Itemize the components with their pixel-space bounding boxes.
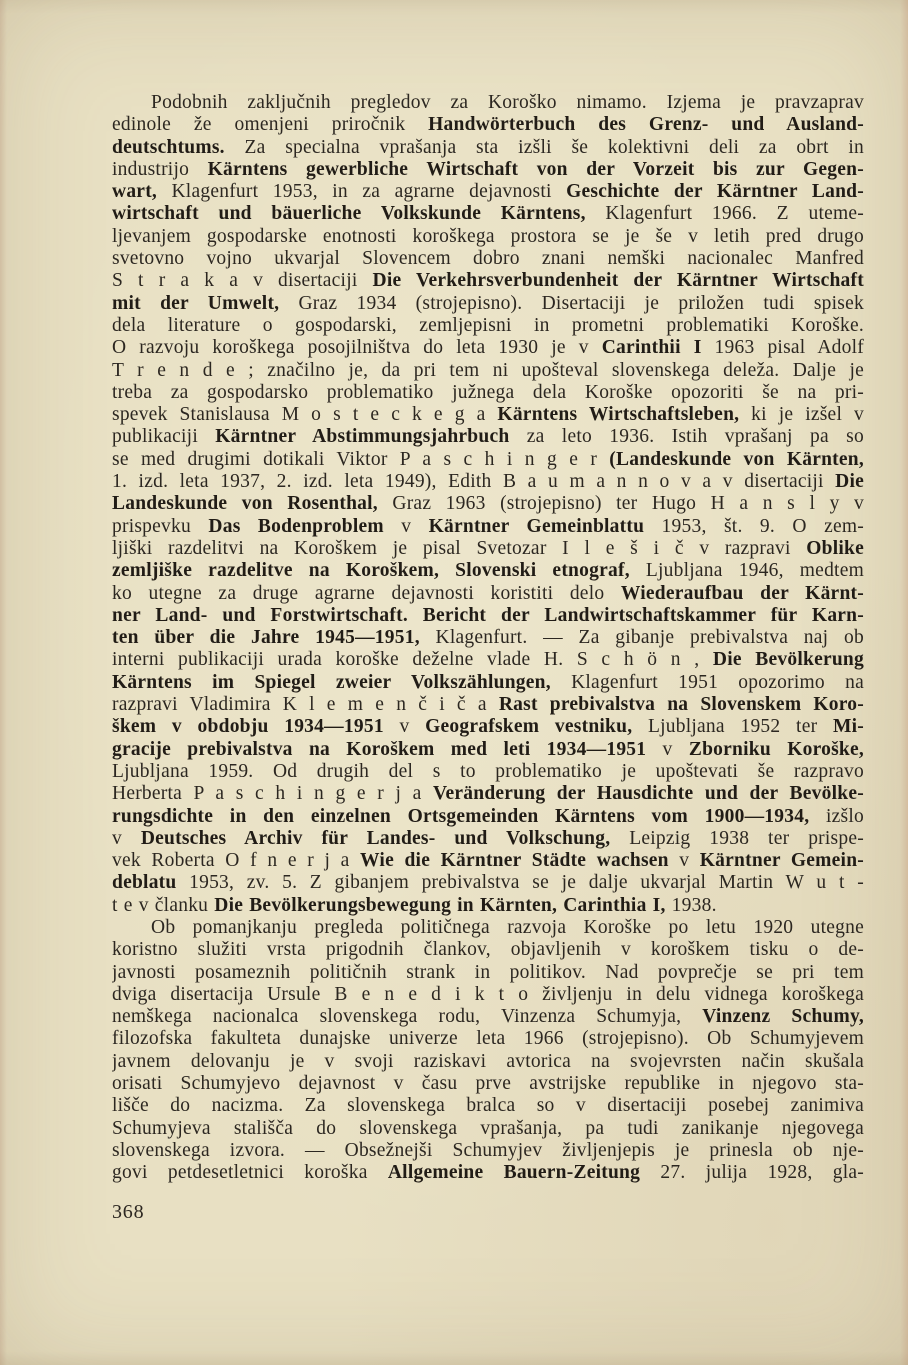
text-segment: 1953, št. 9. O zem- — [644, 515, 864, 537]
bold-text-segment: (Landeskunde von Kärnten, — [609, 448, 864, 470]
bold-text-segment: wart, — [112, 181, 158, 203]
text-segment: Ljubljana 1946, medtem — [629, 560, 864, 582]
bold-text-segment: Wiederaufbau der Kärnt- — [620, 582, 864, 604]
bold-text-segment: deblatu — [112, 872, 177, 894]
text-line — [112, 649, 864, 671]
text-segment: nemškega nacionalca slovenskega rodu, Vinzenza Schumyja, — [112, 1006, 703, 1028]
bold-text-segment: Deutsches Archiv für Landes- und Volkschung, — [140, 827, 611, 849]
text-line — [112, 137, 864, 159]
text-line — [112, 962, 864, 984]
bold-text-segment: Handwörterbuch des Grenz- und Ausland- — [428, 114, 864, 136]
text-segment: edinole že omenjeni priročnik — [112, 114, 429, 136]
bold-text-segment: Zborniku Koroške, — [688, 738, 864, 760]
text-segment: Schumyjeva stališča do slovenskega vprašanja, pa tudi zanikanje njegovega — [112, 1117, 864, 1139]
bold-text-segment: Wie die Kärntner Städte wachsen — [360, 850, 669, 872]
text-segment: Leipzig 1938 ter prispe- — [610, 827, 864, 849]
text-segment: dela literature o gospodarski, zemljepisni in prometni problematiki Koroške. — [112, 314, 864, 336]
text-segment: ko utegne za druge agrarne dejavnosti koristiti delo — [112, 582, 621, 604]
bold-text-segment: Die Bevölkerung — [712, 649, 864, 671]
text-segment: Ljubljana 1959. Od drugih del s to problematiko je upoštevati še razpravo — [112, 760, 864, 782]
bold-text-segment: Die Verkehrsverbundenheit der Kärntner Wirtschaft — [372, 270, 864, 292]
bold-text-segment: zemljiške razdelitve na Koroškem, Slovenski etnograf, — [112, 560, 630, 582]
text-line — [112, 627, 864, 649]
text-line — [112, 1118, 864, 1140]
text-segment: T r e n d e ; značilno je, da pri tem ni upošteval slovenskega deleža. Dalje je — [112, 359, 864, 381]
text-line — [112, 248, 864, 270]
text-line — [112, 315, 864, 337]
text-line — [112, 672, 864, 694]
text-segment: dviga disertacija Ursule B e n e d i k t o življenju in delu vidnega koroškega — [112, 983, 864, 1005]
text-segment: v — [646, 738, 689, 760]
text-line — [112, 939, 864, 961]
bold-text-segment: gracije prebivalstva na Koroškem med leti 1934—1951 — [112, 738, 647, 760]
text-segment: svetovno vojno ukvarjal Slovencem dobro znani nemški nacionalec Manfred — [112, 248, 864, 270]
text-line — [112, 114, 864, 136]
text-segment: ljevanjem gospodarske enotnosti koroškega prostora se je še v letih pred drugo — [112, 225, 864, 247]
bold-text-segment: Rast prebivalstva na Slovenskem Koro- — [498, 694, 864, 716]
text-segment: Za specialna vprašanja sta izšli še kolektivni deli za obrt in — [224, 136, 864, 158]
bold-text-segment: škem v obdobju 1934—1951 — [112, 716, 384, 738]
bold-text-segment: wirtschaft und bäuerliche Volkskunde Kärntens, — [112, 203, 586, 225]
text-segment: Graz 1963 (strojepisno) ter Hugo H a n s l y v — [377, 493, 864, 515]
text-line — [112, 1162, 864, 1184]
text-line — [112, 1140, 864, 1162]
text-segment: industrijo — [112, 158, 208, 180]
text-segment: S t r a k a v disertaciji — [112, 270, 373, 292]
text-line — [112, 694, 864, 716]
text-line — [112, 828, 864, 850]
bold-text-segment: mit der Umwelt, — [112, 292, 280, 314]
text-segment: razpravi Vladimira K l e m e n č i č a — [112, 694, 499, 716]
text-segment: 1963 pisal Adolf — [701, 337, 864, 359]
text-line — [112, 181, 864, 203]
text-line — [112, 92, 864, 114]
text-segment: Klagenfurt. — Za gibanje prebivalstva naj ob — [419, 627, 864, 649]
bold-text-segment: Carinthii I — [601, 337, 702, 359]
bold-text-segment: Kärntens im Spiegel zweier Volkszählungen, — [112, 671, 551, 693]
paragraph — [112, 917, 864, 1185]
text-line — [112, 203, 864, 225]
page-number: 368 — [112, 1201, 145, 1223]
text-segment: prispevku — [112, 515, 209, 537]
text-segment: t e v članku — [112, 894, 215, 916]
bold-text-segment: Veränderung der Hausdichte und der Bevölke- — [432, 783, 864, 805]
text-line — [112, 516, 864, 538]
text-segment: orisati Schumyjevo dejavnost v času prve avstrijske republike in njegovo sta- — [112, 1073, 864, 1095]
text-line — [112, 471, 864, 493]
bold-text-segment: Kärntens Wirtschaftsleben, — [497, 404, 740, 426]
text-segment: v — [668, 850, 700, 872]
text-segment: interni publikaciji urada koroške deželne vlade H. S c h ö n , — [112, 649, 713, 671]
text-line — [112, 270, 864, 292]
bold-text-segment: Geschichte der Kärntner Land- — [566, 181, 864, 203]
text-line — [112, 293, 864, 315]
text-line — [112, 605, 864, 627]
text-segment: treba za gospodarsko problematiko južnega dela Koroške opozoriti še na pri- — [112, 381, 864, 403]
text-segment: Klagenfurt 1966. Z uteme- — [585, 203, 864, 225]
text-segment: publikaciji — [112, 426, 216, 448]
paragraph — [112, 92, 864, 917]
text-segment: 1938. — [665, 894, 717, 916]
text-line — [112, 1028, 864, 1050]
bold-text-segment: Kärntens gewerbliche Wirtschaft von der Vorzeit bis zur Gegen- — [207, 158, 864, 180]
text-line — [112, 1006, 864, 1028]
text-line — [112, 1095, 864, 1117]
bold-text-segment: ner Land- und Forstwirtschaft. Bericht der Landwirtschaftskammer für Karn- — [112, 604, 864, 626]
text-segment: Klagenfurt 1953, in za agrarne dejavnosti — [157, 181, 567, 203]
text-line — [112, 1051, 864, 1073]
text-line — [112, 850, 864, 872]
bold-text-segment: Kärntner Abstimmungsjahrbuch — [215, 426, 510, 448]
text-segment: v — [383, 515, 429, 537]
bold-text-segment: Allgemeine Bauern-Zeitung — [387, 1162, 641, 1184]
text-segment: javnosti posameznih političnih strank in politikov. Nad povprečje se pri tem — [112, 961, 864, 983]
text-segment: 1. izd. leta 1937, 2. izd. leta 1949), Edith B a u m a n n o v a v disertaciji — [112, 471, 836, 493]
text-line — [112, 493, 864, 515]
text-segment: Klagenfurt 1951 opozorimo na — [550, 671, 864, 693]
text-segment: O razvoju koroškega posojilništva do leta 1930 je v — [112, 337, 602, 359]
bold-text-segment: Kärntner Gemeinblattu — [428, 515, 645, 537]
text-segment: 27. julija 1928, gla- — [640, 1162, 864, 1184]
text-line — [112, 984, 864, 1006]
text-segment: lišče do nacizma. Za slovenskega bralca so v disertaciji posebej zanimiva — [112, 1095, 864, 1117]
text-segment: 1953, zv. 5. Z gibanjem prebivalstva se je dalje ukvarjal Martin W u t - — [176, 872, 864, 894]
text-segment: ljiški razdelitvi na Koroškem je pisal Svetozar I l e š i č v razpravi — [112, 537, 807, 559]
text-segment: govi petdesetletnici koroška — [112, 1162, 388, 1184]
text-segment: filozofska fakulteta dunajske univerze leta 1966 (strojepisno). Ob Schumyjevem — [112, 1028, 864, 1050]
text-segment: koristno služiti vrsta prigodnih člankov, objavljenih v koroškem tisku o de- — [112, 939, 864, 961]
bold-text-segment: Geografskem vestniku, — [425, 716, 633, 738]
bold-text-segment: rungsdichte in den einzelnen Ortsgemeinden Kärntens vom 1900—1934, — [112, 805, 810, 827]
text-line — [112, 895, 864, 917]
text-line — [112, 382, 864, 404]
page-body — [112, 92, 864, 1185]
bold-text-segment: Die Bevölkerungsbewegung in Kärnten, Carinthia I, — [214, 894, 666, 916]
text-segment: Herberta P a s c h i n g e r j a — [112, 783, 433, 805]
text-line — [112, 538, 864, 560]
text-line — [112, 739, 864, 761]
text-segment: Ljubljana 1952 ter — [632, 716, 833, 738]
text-segment: spevek Stanislausa M o s t e c k e g a — [112, 404, 498, 426]
text-segment: Ob pomanjkanju pregleda političnega razvoja Koroške po letu 1920 utegne — [151, 916, 864, 938]
bold-text-segment: Landeskunde von Rosenthal, — [112, 493, 378, 515]
text-line — [112, 360, 864, 382]
text-segment: za leto 1936. Istih vprašanj pa so — [509, 426, 864, 448]
text-segment: se med drugimi dotikali Viktor P a s c h i n g e r — [112, 448, 610, 470]
text-line — [112, 761, 864, 783]
text-segment: vek Roberta O f n e r j a — [112, 850, 361, 872]
text-line — [112, 783, 864, 805]
bold-text-segment: Die — [835, 471, 864, 493]
text-line — [112, 449, 864, 471]
text-line — [112, 583, 864, 605]
text-line — [112, 560, 864, 582]
bold-text-segment: Mi- — [832, 716, 864, 738]
text-line — [112, 226, 864, 248]
text-line — [112, 404, 864, 426]
bold-text-segment: Das Bodenproblem — [208, 515, 384, 537]
text-line — [112, 806, 864, 828]
text-segment: javnem delovanju je v svoji raziskavi avtorica na svojevrsten način skušala — [112, 1050, 864, 1072]
text-line — [112, 716, 864, 738]
bold-text-segment: Kärntner Gemein- — [699, 850, 864, 872]
text-segment: ki je izšel v — [739, 404, 864, 426]
text-line — [112, 159, 864, 181]
text-line — [112, 917, 864, 939]
text-line — [112, 337, 864, 359]
text-segment: Graz 1934 (strojepisno). Disertaciji je priložen tudi spisek — [279, 292, 864, 314]
text-segment: slovenskega izvora. — Obsežnejši Schumyjev življenjepis je prinesla ob nje- — [112, 1139, 864, 1161]
bold-text-segment: Oblike — [806, 537, 864, 559]
bold-text-segment: Vinzenz Schumy, — [702, 1006, 864, 1028]
text-segment: Podobnih zaključnih pregledov za Koroško nimamo. Izjema je pravzaprav — [151, 92, 864, 113]
bold-text-segment: ten über die Jahre 1945—1951, — [112, 627, 420, 649]
text-line — [112, 1073, 864, 1095]
text-segment: izšlo — [809, 805, 864, 827]
text-line — [112, 426, 864, 448]
text-segment: v — [112, 827, 141, 849]
text-line — [112, 872, 864, 894]
bold-text-segment: deutschtums. — [112, 136, 225, 158]
text-segment: v — [383, 716, 426, 738]
